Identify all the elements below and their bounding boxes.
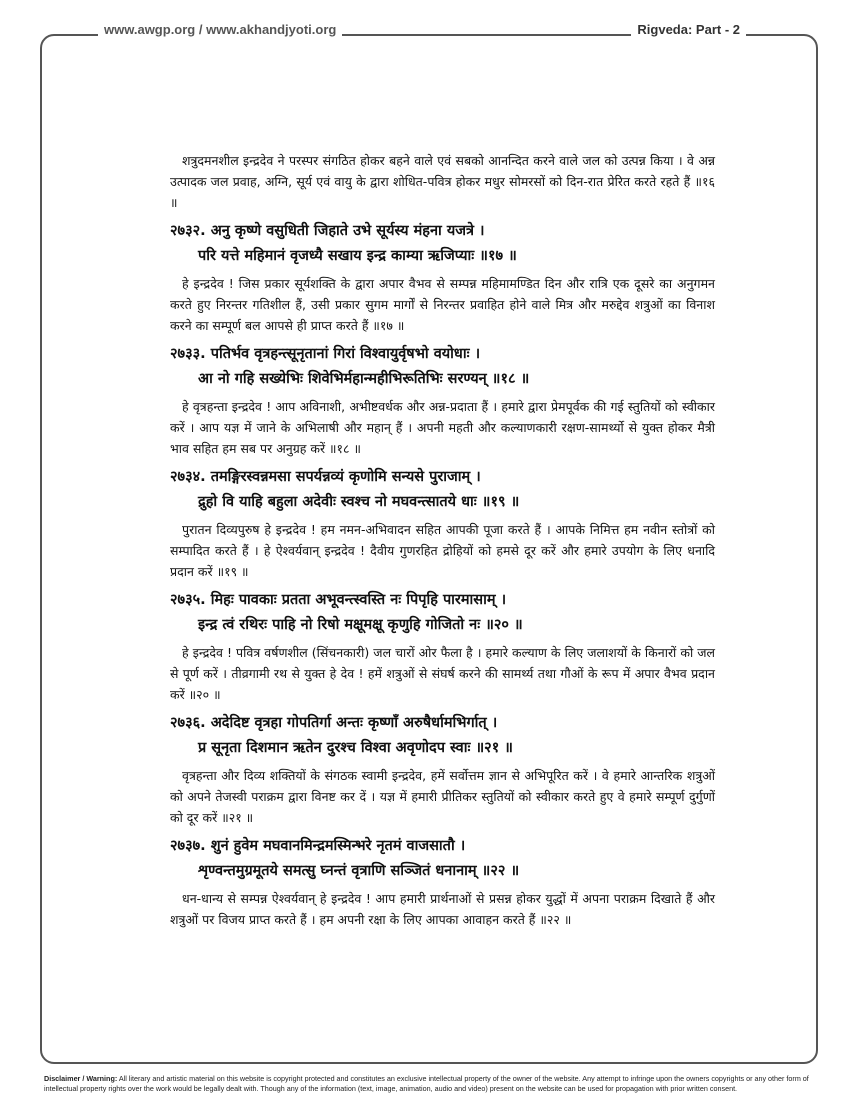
verse-line-1: २७३५. मिहः पावकाः प्रतता अभूवन्त्स्वस्ति नः पिपृहि पारमासाम् । <box>170 592 507 608</box>
verse-line-2: इन्द्र त्वं रथिरः पाहि नो रिषो मक्षूमक्षू कृणुहि गोजितो नः ॥२० ॥ <box>198 617 523 633</box>
verse-line-1: २७३२. अनु कृष्णे वसुधिती जिहाते उभे सूर्यस्य मंहना यजत्रे । <box>170 223 485 239</box>
verse-translation: हे इन्द्रदेव ! जिस प्रकार सूर्यशक्ति के द्वारा अपार वैभव से सम्पन्न महिमामण्डित दिन और रात्रि एक दूसरे का अनुगमन करते हुए निरन्तर गतिशील हैं, उसी प्रकार सुगम मार्गों से निरन्तर प्रवाहित होने वाले मित्र और मरुद्देव शत्रुओं का विनाश करने का सम्पूर्ण बल आपसे ही प्राप्त करते हैं ॥१७ ॥ <box>170 276 715 333</box>
verse-translation: पुरातन दिव्यपुरुष हे इन्द्रदेव ! हम नमन-अभिवादन सहित आपकी पूजा करते हैं । आपके निमित्त हम नवीन स्तोत्रों को सम्पादित करते हैं । हे ऐश्वर्यवान् इन्द्रदेव ! दैवीय गुणरहित द्रोहियों को हमसे दूर करें और हमारे उपयोग के लिए धनादि प्रदान करें ॥१९ ॥ <box>170 522 715 579</box>
verse-line-1: २७३६. अदेदिष्ट वृत्रहा गोपतिर्गा अन्तः कृष्णाँ अरुषैर्धामभिर्गात् । <box>170 715 498 731</box>
verse-block <box>170 465 715 582</box>
verse-line-2: शृण्वन्तमुग्रमूतये समत्सु घ्नन्तं वृत्राणि सञ्जितं धनानाम् ॥२२ ॥ <box>198 863 520 879</box>
verse-block <box>170 834 715 930</box>
verse-translation: हे इन्द्रदेव ! पवित्र वर्षणशील (सिंचनकारी) जल चारों ओर फैला है । हमारे कल्याण के लिए जलाशयों के किनारों को जल से पूर्ण करें । तीव्रगामी रथ से युक्त हे देव ! हमें शत्रुओं से संघर्ष करने की सामर्थ्य तथा गौओं के रूप में अपार वैभव प्रदान करें ॥२० ॥ <box>170 645 715 702</box>
verse-block <box>170 711 715 828</box>
verse-translation: धन-धान्य से सम्पन्न ऐश्वर्यवान् हे इन्द्रदेव ! आप हमारी प्रार्थनाओं से प्रसन्न होकर युद्धों में अपना पराक्रम दिखाते हैं और शत्रुओं पर विजय प्राप्त करते हैं । हम अपनी रक्षा के लिए आपका आवाहन करते हैं ॥२२ ॥ <box>170 891 715 927</box>
verse-translation: हे वृत्रहन्ता इन्द्रदेव ! आप अविनाशी, अभीष्टवर्धक और अन्न-प्रदाता हैं । हमारे द्वारा प्रेमपूर्वक की गई स्तुतियों को स्वीकार करें । आप यज्ञ में जाने के अभिलाषी और महान् हैं । अपनी महती और कल्याणकारी रक्षण-सामर्थ्यो से युक्त होकर मैत्री भाव सहित हम सब पर अनुग्रह करें ॥१८ ॥ <box>170 399 715 456</box>
verse-line-1: २७३७. शुनं हुवेम मघवानमिन्द्रमस्मिन्भरे नृतमं वाजसातौ । <box>170 838 466 854</box>
verse-line-1: २७३३. पतिर्भव वृत्रहन्त्सूनृतानां गिरां विश्वायुर्वृषभो वयोधाः । <box>170 346 481 362</box>
intro-paragraph: शत्रुदमनशील इन्द्रदेव ने परस्पर संगठित होकर बहने वाले एवं सबको आनन्दित करने वाले जल को उत्पन्न किया । वे अन्न उत्पादक जल प्रवाह, अग्नि, सूर्य एवं वायु के द्वारा शोधित-पवित्र होकर मधुर सोमरसों को दिन-रात प्रेरित करते रहते हैं ॥१६ ॥ <box>170 153 715 210</box>
verse-block <box>170 588 715 705</box>
verse-line-2: द्रुहो वि याहि बहुला अदेवीः स्वश्च नो मघवन्त्सातये धाः ॥१९ ॥ <box>198 494 520 510</box>
verse-line-2: परि यत्ते महिमानं वृजध्यै सखाय इन्द्र काम्या ऋजिप्याः ॥१७ ॥ <box>198 248 517 264</box>
verse-line-2: प्र सूनृता दिशमान ऋतेन दुरश्च विश्वा अवृणोदप स्वाः ॥२१ ॥ <box>198 740 513 756</box>
verse-translation: वृत्रहन्ता और दिव्य शक्तियों के संगठक स्वामी इन्द्रदेव, हमें सर्वोत्तम ज्ञान से अभिपूरित करें । वे हमारे आन्तरिक शत्रुओं को अपने तेजस्वी पराक्रम द्वारा विनष्ट कर दें । यज्ञ में हमारी प्रीतिकर स्तुतियों को स्वीकार करते हुए वे हमारे सम्पूर्ण दुर्गुणों को दूर करें ॥२१ ॥ <box>170 768 715 825</box>
verse-line-2: आ नो गहि सख्येभिः शिवेभिर्महान्महीभिरूतिभिः सरण्यन् ॥१८ ॥ <box>198 371 530 387</box>
verse-line-1: २७३४. तमङ्गिरस्वन्नमसा सपर्यन्नव्यं कृणोमि सन्यसे पुराजाम् । <box>170 469 481 485</box>
verse-block <box>170 219 715 336</box>
disclaimer-text: All literary and artistic material on this website is copyright protected and constitutes an exclusive intellectual property of the owner of the website. Any attempt to infringe upon the owners copyrights or any other form of intellectual property rights over the work would be legally dealt with. Though any of the information (text, image, animation, audio and video) present on the website can be used for propagation with prior written consent. <box>44 1074 809 1093</box>
verse-block <box>170 342 715 459</box>
disclaimer-footer <box>44 1074 820 1094</box>
site-links[interactable]: www.awgp.org / www.akhandjyoti.org <box>98 22 342 37</box>
page-content <box>170 150 715 936</box>
book-title: Rigveda: Part - 2 <box>631 22 746 37</box>
disclaimer-label: Disclaimer / Warning: <box>44 1074 118 1083</box>
